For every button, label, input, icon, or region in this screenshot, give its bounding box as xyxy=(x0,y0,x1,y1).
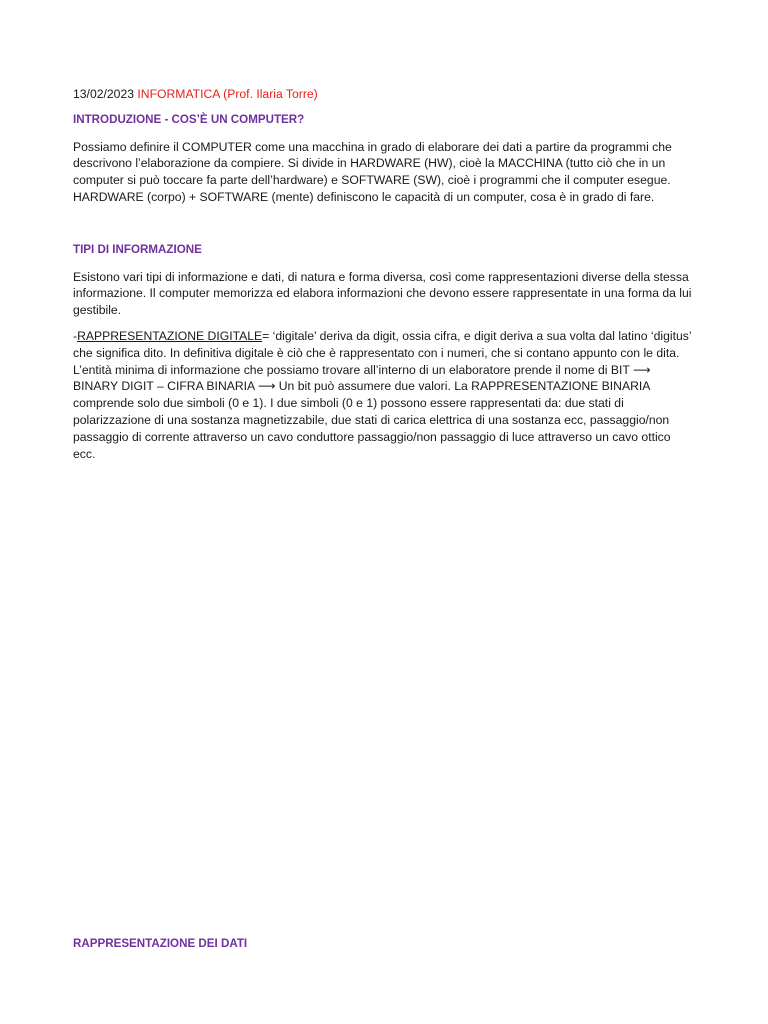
subject-title: INFORMATICA (Prof. Ilaria Torre) xyxy=(137,87,318,101)
lesson-date: 13/02/2023 xyxy=(73,87,134,101)
digital-representation-text: = ‘digitale’ deriva da digit, ossia cifra, e digit deriva a sua volta dal latino ‘digitus’ che significa dito. In definitiva digitale è ciò che è rappresentato con i numeri, che si contano appunto con le dita. L’entità minima di informazione che possiamo trovare all’interno di un elaboratore prende il nome di BIT ⟶ BINARY DIGIT – CIFRA BINARIA ⟶ Un bit può assumere due valori. La RAPPRESENTAZIONE BINARIA comprende solo due simboli (0 e 1). I due simboli (0 e 1) possono essere rappresentati da: due stati di polarizzazione di una sostanza magnetizzabile, due stati di carica elettrica di una sostanza ecc, passaggio/non passaggio di corrente attraverso un cavo conduttore passaggio/non passaggio di luce attraverso un cavo ottico ecc. xyxy=(73,328,692,461)
section-heading-introduction: INTRODUZIONE - COS’È UN COMPUTER? xyxy=(73,112,305,126)
term-digital-representation: RAPPRESENTAZIONE DIGITALE xyxy=(77,328,263,343)
date-line xyxy=(73,86,693,103)
section-heading-data-representation: RAPPRESENTAZIONE DEI DATI xyxy=(73,937,248,950)
page-content xyxy=(73,86,693,471)
paragraph-digital-representation xyxy=(73,328,693,462)
paragraph-computer-definition: Possiamo definire il COMPUTER come una macchina in grado di elaborare dei dati a partire da programmi che descrivono l’elaborazione da compiere. Si divide in HARDWARE (HW), cioè la MACCHINA (tutto ciò che in un computer si può toccare fa parte dell’hardware) e SOFTWARE (SW), cioè i programmi che il computer esegue. HARDWARE (corpo) + SOFTWARE (mente) definiscono le capacità di un computer, cosa è in grado di fare. xyxy=(73,139,672,204)
paragraph-information-types: Esistono vari tipi di informazione e dati, di natura e forma diversa, così come rappresentazioni diverse della stessa informazione. Il computer memorizza ed elabora informazioni che devono essere rappresentate in una forma da lui gestibile. xyxy=(73,269,692,318)
section-spacer xyxy=(73,215,693,242)
section-heading-information-types: TIPI DI INFORMAZIONE xyxy=(73,242,202,256)
list-dash: - xyxy=(73,328,78,343)
